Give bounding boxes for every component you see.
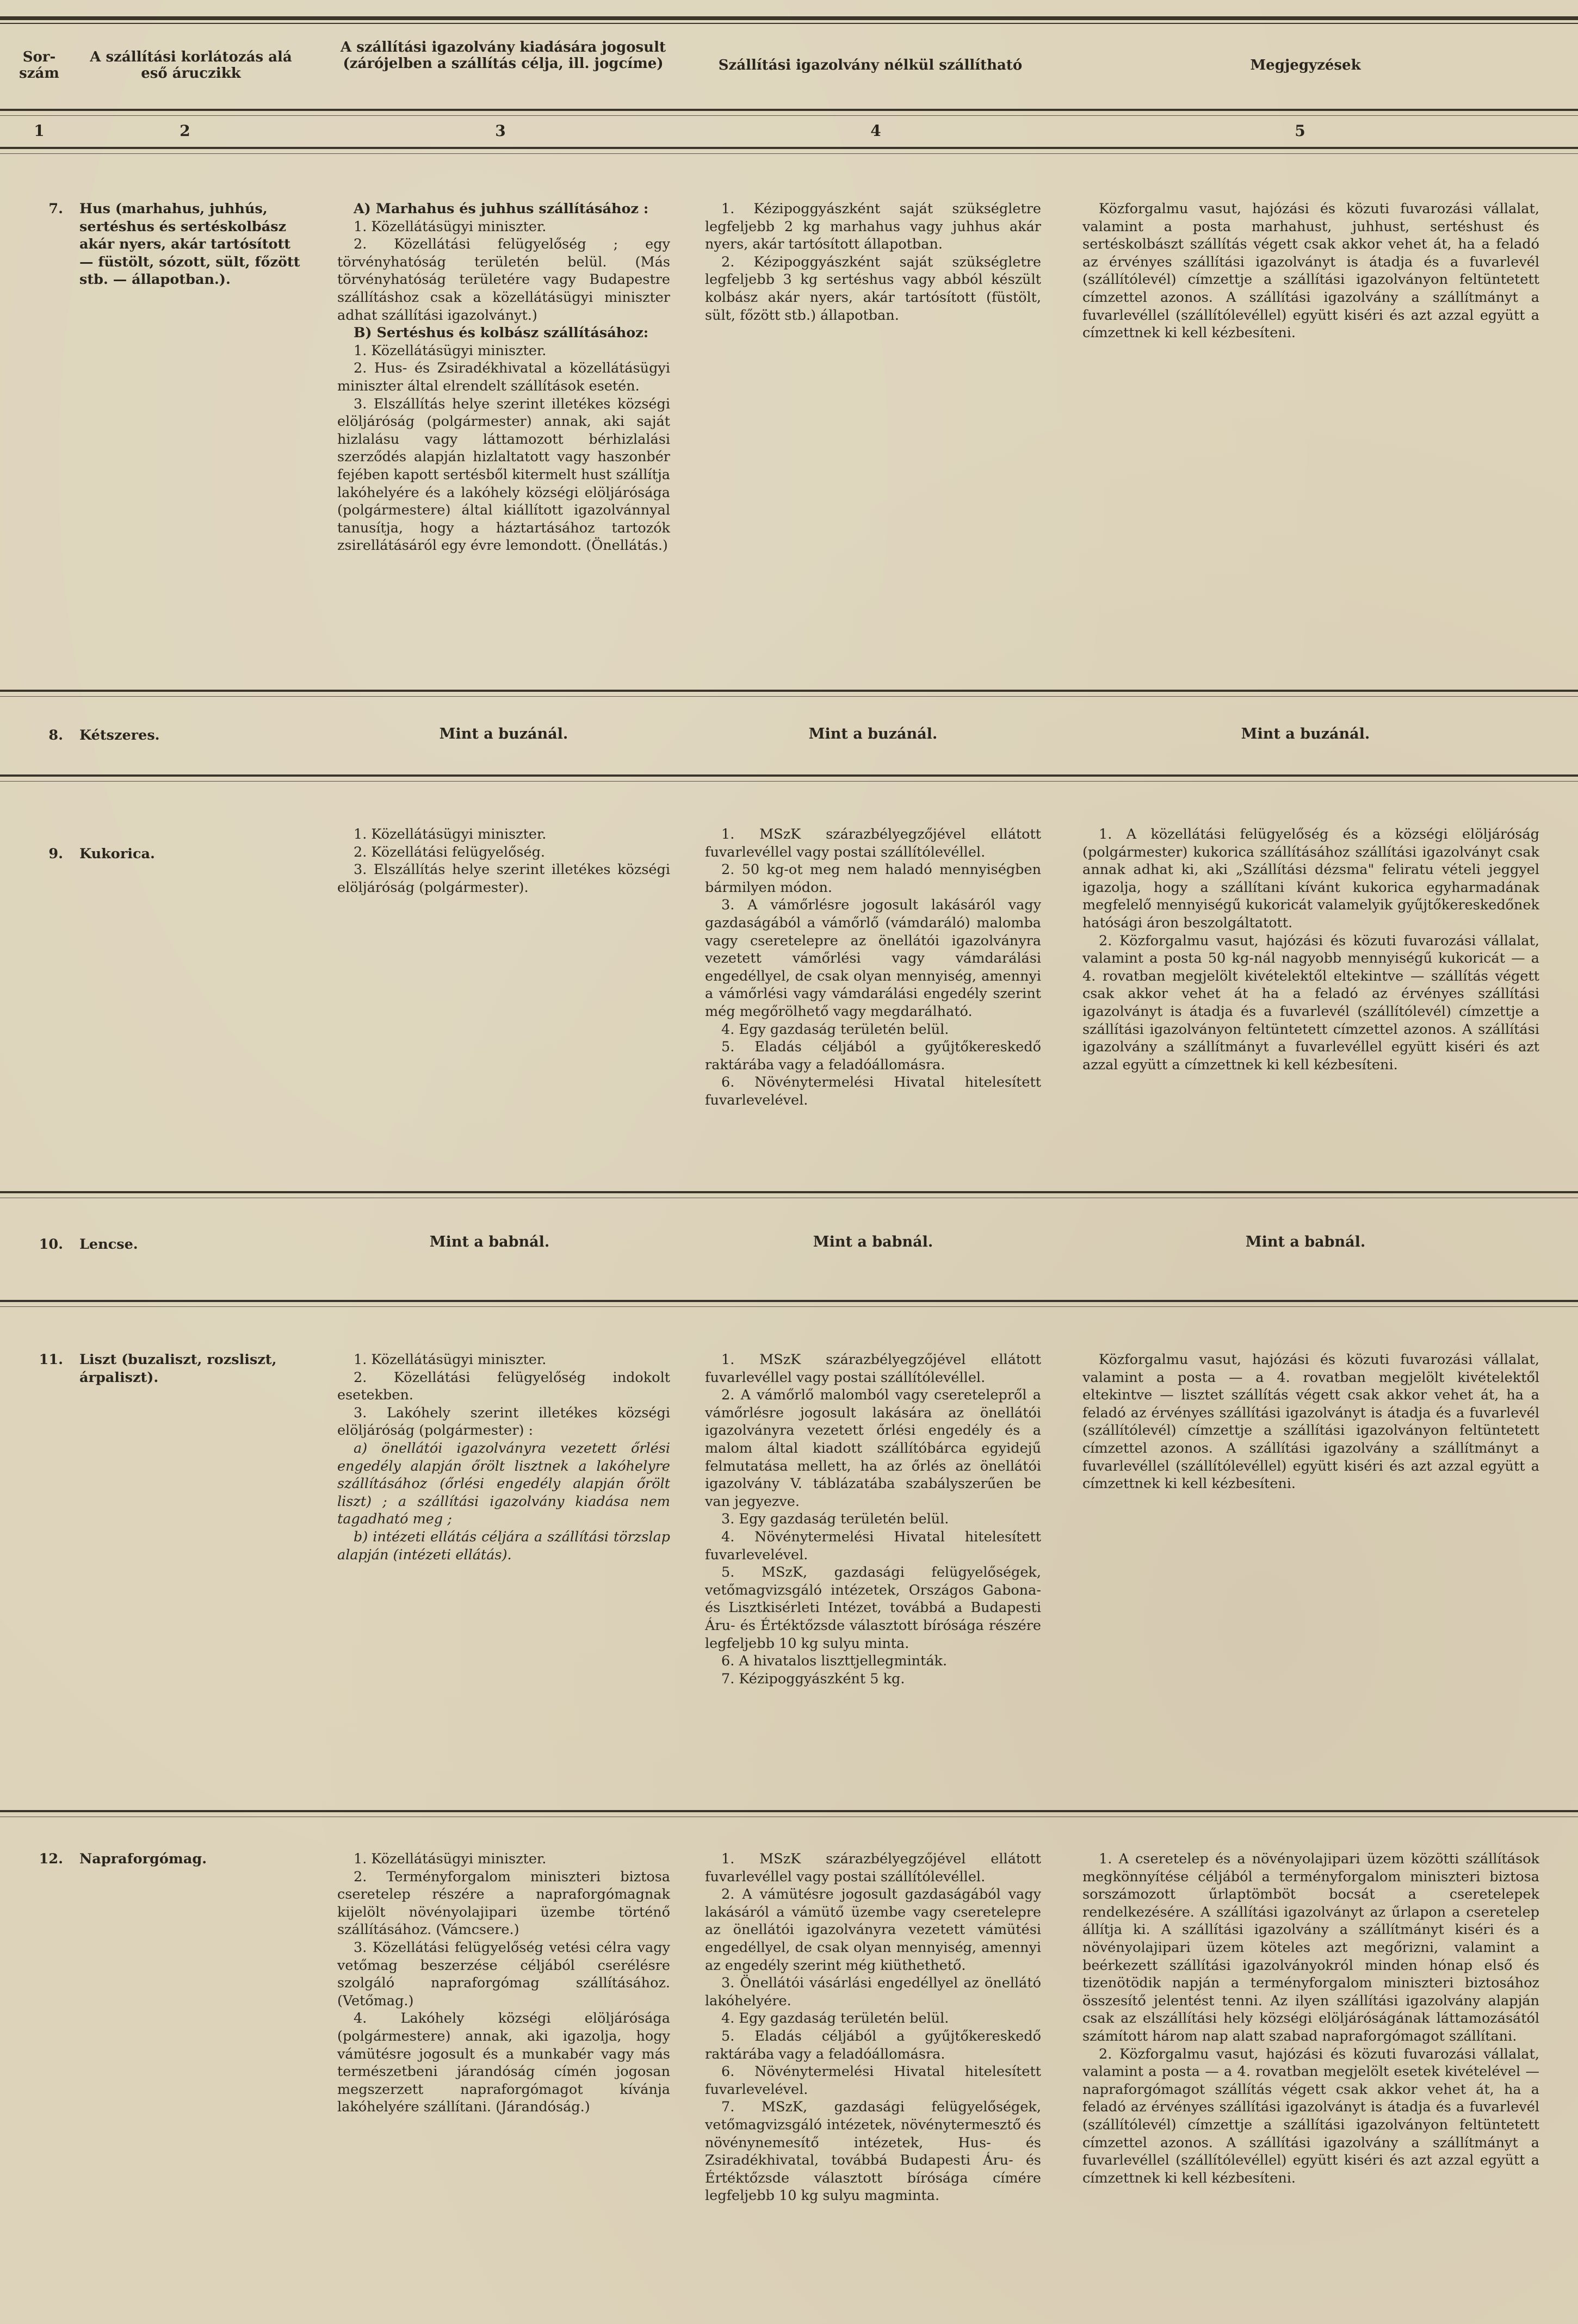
row11-without-permit-line: 6. A hivatalos liszttjellegminták. (721, 1653, 948, 1670)
row9-remarks-line: 1. A közellátási felügyelőség és a községi elöljáróság (polgármester) kukorica szállításához szállítási igazolványt csak annak adhat ki, aki „Szállítási dézsma" feliratu vételi jeggyel igazolja, hogy a szállítani kívánt kukorica egyharmadának megfelelő mennyiségű kukoricát valamelyik gyűjtőkereskedőnek hatósági áron beszolgáltatott. (1082, 826, 1539, 931)
row8-issuer: Mint a buzánál. (439, 726, 568, 742)
row8-number: 8. (48, 727, 63, 743)
row7-remarks-text: Közforgalmu vasut, hajózási és közuti fuvarozási vállalat, valamint a posta marhahust, juhhust, sertéshust és sertéskolbászt szállítás végett csak akkor vehet át, ha a feladó az érvényes szállítási igazolványt is átadja és a fuvarlevél (szállítólevél) címzettje a szállítási igazolványon feltüntetett címzettel azonos. A szállítási igazolvány a szállítmányt a fuvarlevéllel (szállítólevéllel) együtt kiséri és azt azzal együtt a címzettnek ki kell kézbesíteni. (1082, 201, 1539, 342)
row12-issuer (337, 1850, 670, 2116)
row9-issuer-line: 2. Közellátási felügyelőség. (354, 844, 546, 860)
rule-row7-bottom (0, 690, 1578, 692)
col-number-2: 2 (180, 122, 190, 140)
row9-number: 9. (48, 846, 63, 862)
row10-item: Lencse. (79, 1236, 138, 1253)
row11-issuer (337, 1351, 670, 1564)
row9-issuer (337, 826, 670, 896)
row9-without-permit-line: 4. Egy gazdaság területén belül. (721, 1021, 949, 1038)
rule-row10-bottom (0, 1300, 1578, 1302)
rule-top-2 (0, 23, 1578, 24)
row7-remarks (1082, 200, 1539, 342)
row9-remarks (1082, 826, 1539, 1074)
rule-row9-bottom (0, 1191, 1578, 1193)
row12-remarks-line: 1. A cseretelep és a növényolajipari üzem közötti szállítások megkönnyítése céljából a terményforgalom miniszteri biztosa sorszámozott űrlaptömböt bocsát a cseretelepek rendelkezésére. A szállítási igazolványt az űrlapon a cseretelep állítja ki. A szállítási igazolvány a szállítmányt kiséri és a növényolajipari üzem köteles azt megőrizni, valamint a beérkezett szállítási igazolványokról minden hónap első és tizenötödik napján a terményforgalom miniszteri biztosához összesítő jelentést tenni. Az ilyen szállítási igazolvány alapján csak az elszállítási hely községi elöljáróságának láttamozásától számított három nap alatt szabad napraforgómagot szállítani. (1082, 1851, 1539, 2044)
rule-row7-bottom-2 (0, 696, 1578, 697)
row11-without-permit-line: 4. Növénytermelési Hivatal hitelesített fuvarlevelével. (705, 1528, 1041, 1563)
header-item: A szállítási korlátozás alá eső áruczikk (90, 49, 292, 82)
row11-issuer-line: a) önellátói igazolványra vezetett őrlési engedély alapján őrölt lisztnek a lakóhelyre szállításához (őrlési engedély alapján őrölt liszt) ; a szállítási igazolvány kiadása nem tagadható meg ; (337, 1440, 670, 1528)
col-number-3: 3 (495, 122, 506, 140)
header-remarks: Megjegyzések (1250, 57, 1361, 73)
row9-issuer-line: 3. Elszállítás helye szerint illetékes községi elöljáróság (polgármester). (337, 862, 670, 896)
row11-item: Liszt (buzaliszt, rozsliszt, árpaliszt). (79, 1352, 277, 1386)
row9-without-permit-line: 3. A vámőrlésre jogosult lakásáról vagy gazdaságából a vámőrlő (vámdaráló) malomba vagy cseretelepre az önellátói igazolványra vezetett vámőrlési vagy vámdarálási engedéllyel, de csak olyan mennyiség, amennyi a vámőrlési vagy vámdarálási engedély szerint még megőrölhető vagy megdarálható. (705, 897, 1041, 1020)
row11-without-permit-line: 7. Kézipoggyászként 5 kg. (721, 1670, 905, 1687)
row11-without-permit-line: 3. Egy gazdaság területén belül. (721, 1511, 949, 1528)
row9-without-permit-line: 2. 50 kg-ot meg nem haladó mennyiségben bármilyen módon. (705, 862, 1041, 896)
row7-issuer-line: 2. Közellátási felügyelőség ; egy törvényhatóság területén belül. (Más törvényhatóság területére vagy Budapestre szállításhoz csak a közellátásügyi miniszter adhat szállítási igazolványt.) (337, 236, 670, 324)
row7-without-permit-line: 1. Kézipoggyászként saját szükségletre legfeljebb 2 kg marhahus vagy juhhus akár nyers, akár tartósított állapotban. (705, 201, 1041, 253)
row12-without-permit-line: 4. Egy gazdaság területén belül. (721, 2010, 949, 2027)
row12-without-permit (705, 1850, 1041, 2205)
row12-without-permit-line: 3. Önellátói vásárlási engedéllyel az önellátó lakóhelyére. (705, 1975, 1041, 2009)
row11-without-permit (705, 1351, 1041, 1688)
row10-number: 10. (39, 1236, 63, 1253)
row12-issuer-line: 4. Lakóhely községi elöljárósága (polgármestere) annak, aki igazolja, hogy vámütésre jogosult és a munkabér vagy más természetbeni járandóság címén jogosan megszerzett napraforgómagot kívánja lakóhelyére szállítani. (Járandóság.) (337, 2010, 670, 2116)
row9-remarks-line: 2. Közforgalmu vasut, hajózási és közuti fuvarozási vállalat, valamint a posta 50 kg-nál nagyobb mennyiségű kukoricát — a 4. rovatban megjelölt kivételektől eltekintve — szállítás végett csak akkor vehet át ha a feladó az érvényes szállítási igazolványt is átadja és a fuvarlevél (szállítólevél) címzettje a szállítási igazolványon feltüntetett címzettel azonos. A szállítási igazolvány a szállítmányt a fuvarlevéllel együtt kiséri és azt azzal együtt a címzettnek ki kell kézbesíteni. (1082, 932, 1539, 1073)
row10-without-permit: Mint a babnál. (813, 1234, 933, 1250)
row8-item: Kétszeres. (79, 727, 160, 743)
row12-without-permit-line: 5. Eladás céljából a gyűjtőkereskedő raktárába vagy a feladóállomásra. (705, 2028, 1041, 2062)
row11-remarks (1082, 1351, 1539, 1493)
rule-header-bottom-2 (0, 115, 1578, 116)
rule-row8-bottom-2 (0, 781, 1578, 782)
row9-without-permit-line: 1. MSzK szárazbélyegzőjével ellátott fuvarlevéllel vagy postai szállítólevéllel. (705, 826, 1041, 860)
col-number-5: 5 (1295, 122, 1305, 140)
row11-issuer-line: 3. Lakóhely szerint illetékes községi elöljáróság (polgármester) : (337, 1404, 670, 1439)
col-number-1: 1 (34, 122, 45, 140)
row12-issuer-line: 1. Közellátásügyi miniszter. (354, 1851, 547, 1867)
row11-without-permit-line: 5. MSzK, gazdasági felügyelőségek, vetőmagvizsgáló intézetek, Országos Gabona- és Lisztkisérleti Intézet, továbbá a Budapesti Áru- és Értéktőzsde választott bírósága részére legfeljebb 10 kg sulyu minta. (705, 1564, 1041, 1652)
row12-number: 12. (39, 1851, 63, 1867)
row12-without-permit-line: 1. MSzK szárazbélyegzőjével ellátott fuvarlevéllel vagy postai szállítólevéllel. (705, 1851, 1041, 1885)
row12-item: Napraforgómag. (79, 1851, 207, 1867)
row12-without-permit-line: 2. A vámütésre jogosult gazdaságából vagy lakásáról a vámütő üzembe vagy cseretelepre az önellátói igazolványra vezetett vámütési engedéllyel, de csak olyan mennyiség, amennyi az engedély szerint még kiüthethető. (705, 1886, 1041, 1974)
rule-header-bottom (0, 109, 1578, 111)
row12-remarks-line: 2. Közforgalmu vasut, hajózási és közuti fuvarozási vállalat, valamint a posta — a 4. rovatban megjelölt esetek kivételével — napraforgómagot szállítás végett csak akkor vehet át, ha a feladó az érvényes szállítási igazolványt is átadja és a fuvarlevél (szállítólevél) címzettje a szállítási igazolványon feltüntetett címzettel azonos. A szállítási igazolvány a szállítmányt a fuvarlevéllel (szállítólevéllel) együtt kiséri és azt azzal együtt a címzettnek ki kell kézbesíteni. (1082, 2046, 1539, 2186)
row9-issuer-line: 1. Közellátásügyi miniszter. (354, 826, 547, 842)
row12-without-permit-line: 7. MSzK, gazdasági felügyelőségek, vetőmagvizsgáló intézetek, növénytermesztő és növénynemesítő intézetek, Hus- és Zsiradékhivatal, továbbá Budapesti Áru- és Értéktőzsde választott bírósága címére legfeljebb 10 kg sulyu magminta. (705, 2099, 1041, 2204)
row11-issuer-line: 1. Közellátásügyi miniszter. (354, 1352, 547, 1368)
rule-row10-bottom-2 (0, 1306, 1578, 1307)
row10-issuer: Mint a babnál. (429, 1234, 550, 1250)
row7-issuer-line: 1. Közellátásügyi miniszter. (354, 342, 547, 359)
row7-without-permit (705, 200, 1041, 324)
row11-issuer-line: 2. Közellátási felügyelőség indokolt esetekben. (337, 1369, 670, 1404)
header-issuer: A szállítási igazolvány kiadására jogosult (zárójelben a szállítás célja, ill. jogcíme) (341, 39, 666, 72)
header-without-permit: Szállítási igazolvány nélkül szállítható (718, 57, 1023, 73)
row8-remarks: Mint a buzánál. (1241, 726, 1370, 742)
row9-item: Kukorica. (79, 846, 155, 862)
row9-without-permit (705, 826, 1041, 1110)
row12-without-permit-line: 6. Növénytermelési Hivatal hitelesített fuvarlevelével. (705, 2063, 1041, 2098)
rule-nums-bottom-2 (0, 153, 1578, 154)
header-sorszam: Sor-szám (19, 49, 59, 82)
row9-without-permit-line: 5. Eladás céljából a gyűjtőkereskedő raktárába vagy a feladóállomásra. (705, 1039, 1041, 1073)
row11-issuer-line: b) intézeti ellátás céljára a szállítási törzslap alapján (intézeti ellátás). (337, 1528, 670, 1563)
rule-nums-bottom (0, 147, 1578, 149)
row10-remarks: Mint a babnál. (1245, 1234, 1366, 1250)
row11-without-permit-line: 2. A vámőrlő malomból vagy cseretelepről a vámőrlésre jogosult lakására az önellátói igazolványra vezetett őrlési engedély és a malom által kiadott szállítóbárca egyidejű felmutatása mellett, ha az őrlés az önellátói igazolvány V. táblázatába szabályszerűen be van jegyezve. (705, 1387, 1041, 1510)
row7-item: Hus (marhahus, juhhús, sertéshus és sertéskolbász akár nyers, akár tartósított — füstölt, sózott, sült, főzött stb. — állapotban.). (79, 201, 300, 288)
row7-issuer-line: 1. Közellátásügyi miniszter. (354, 218, 547, 235)
row12-issuer-line: 3. Közellátási felügyelőség vetési célra vagy vetőmag beszerzése céljából cserélésre szolgáló napraforgómag szállításához. (Vetőmag.) (337, 1939, 670, 2009)
rule-row11-bottom (0, 1810, 1578, 1812)
row11-number: 11. (39, 1352, 63, 1368)
row7-issuer-line: B) Sertéshus és kolbász szállításához: (354, 325, 649, 342)
row9-without-permit-line: 6. Növénytermelési Hivatal hitelesített fuvarlevelével. (705, 1074, 1041, 1108)
row7-issuer-line: 3. Elszállítás helye szerint illetékes községi elöljáróság (polgármester) annak, aki saját hizlalásu vagy láttamozott bérhizlalási szerződés alapján hizlaltatott vagy haszonbér fejében kapott sertésből kitermelt hust szállítja lakóhelyére és a lakóhely községi elöljárósága (polgármestere) által kiállított igazolvánnyal tanusítja, hogy a háztartásához tartozók zsirellátásáról egy évre lemondott. (Önellátás.) (337, 395, 670, 554)
rule-top (0, 16, 1578, 20)
col-number-4: 4 (870, 122, 881, 140)
row11-remarks-text: Közforgalmu vasut, hajózási és közuti fuvarozási vállalat, valamint a posta — a 4. rovatban megjelölt kivételektől eltekintve — lisztet szállítás végett csak akkor vehet át, ha a feladó az érvényes szállítási igazolványt is átadja és a fuvarlevél (szállítólevél) címzettje a szállítási igazolványon feltüntetett címzettel azonos. A szállítási igazolvány a szállítmányt a fuvarlevéllel (szállítólevéllel) együtt kiséri és azt azzal együtt a címzettnek ki kell kézbesíteni. (1082, 1352, 1539, 1492)
row7-issuer-line: 2. Hus- és Zsiradékhivatal a közellátásügyi miniszter által elrendelt szállítások esetén. (337, 360, 670, 394)
row8-without-permit: Mint a buzánál. (808, 726, 938, 742)
row7-without-permit-line: 2. Kézipoggyászként saját szükségletre legfeljebb 3 kg sertéshus vagy abból készült kolbász akár nyers, akár tartósított (füstölt, sült, főzött stb.) állapotban. (705, 253, 1041, 324)
row7-number: 7. (48, 201, 63, 217)
row7-issuer (337, 200, 670, 555)
row12-remarks (1082, 1850, 1539, 2187)
row12-issuer-line: 2. Terményforgalom miniszteri biztosa cseretelep részére a napraforgómagnak kijelölt növényolajipari üzembe történő szállításához. (Vámcsere.) (337, 1868, 670, 1938)
rule-row8-bottom (0, 774, 1578, 777)
row7-issuer-line: A) Marhahus és juhhus szállításához : (354, 201, 649, 217)
row11-without-permit-line: 1. MSzK szárazbélyegzőjével ellátott fuvarlevéllel vagy postai szállítólevéllel. (705, 1352, 1041, 1386)
